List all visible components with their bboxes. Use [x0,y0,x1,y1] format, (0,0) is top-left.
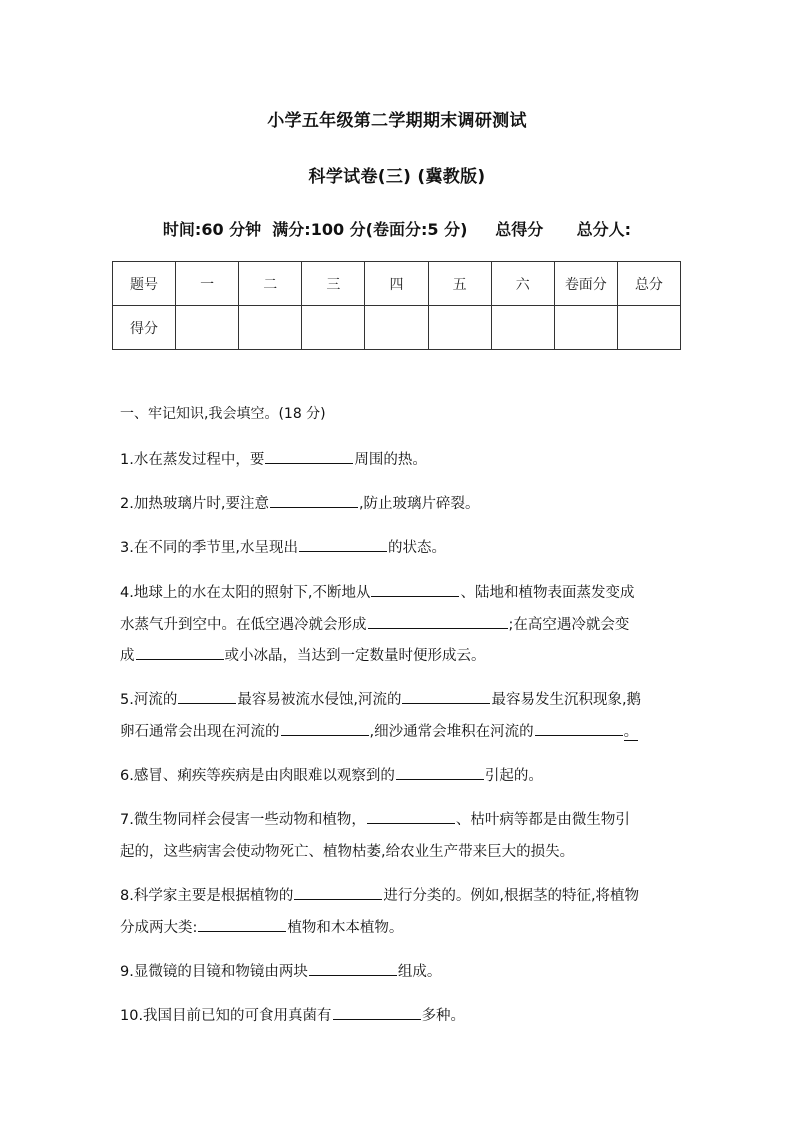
score-header-cell: 总分 [617,262,680,306]
question-text: 成 [120,648,135,664]
question-text: 分成两大类: [120,920,198,936]
question-text: ,细沙通常会堆积在河流的 [369,724,534,740]
answer-blank[interactable] [402,689,490,704]
score-header-cell: 五 [428,262,491,306]
exam-subtitle: 科学试卷(三) (冀教版) [308,167,486,187]
exam-info-line: 时间:60 分钟 满分:100 分(卷面分:5 分) 总得分 总分人: [162,220,632,239]
question-text: 引起的。 [484,768,543,784]
answer-blank[interactable] [371,582,459,597]
question-text: 植物和木本植物。 [287,920,404,936]
score-header-cell: 六 [491,262,554,306]
score-cell[interactable] [554,306,617,350]
score-cell[interactable] [176,306,239,350]
answer-blank[interactable] [136,645,224,660]
score-cell[interactable] [239,306,302,350]
question-text: 或小冰晶，当达到一定数量时便形成云。 [224,648,486,664]
score-table-header-row [113,262,681,306]
score-row-label: 得分 [113,306,176,350]
score-cell[interactable] [302,306,365,350]
answer-blank[interactable] [281,721,369,736]
question-text: 、枯叶病等都是由微生物引 [455,812,630,828]
score-cell[interactable] [428,306,491,350]
score-header-cell: 题号 [113,262,176,306]
score-table-score-row [113,306,681,350]
answer-blank[interactable] [535,721,623,736]
question-text: 3.在不同的季节里,水呈现出 [120,540,298,556]
question-text: 多种。 [421,1008,466,1024]
answer-blank[interactable] [198,917,286,932]
question-text: 水蒸气升到空中。在低空遇冷就会形成 [120,617,367,633]
question-text: 卵石通常会出现在河流的 [120,724,280,740]
question-text: 。 [623,724,639,740]
score-header-cell: 二 [239,262,302,306]
score-cell[interactable] [365,306,428,350]
answer-blank[interactable] [294,885,382,900]
question-text: 6.感冒、痢疾等疾病是由肉眼难以观察到的 [120,768,395,784]
question-text: ;在高空遇冷就会变 [508,617,630,633]
score-header-cell: 三 [302,262,365,306]
question-text: 组成。 [397,964,442,980]
section-1-heading: 一、牢记知识,我会填空。(18 分) [120,406,326,422]
exam-title: 小学五年级第二学期期末调研测试 [267,111,527,131]
score-header-cell: 四 [365,262,428,306]
question-text: 9.显微镜的目镜和物镜由两块 [120,964,308,980]
answer-blank[interactable] [178,689,236,704]
answer-blank[interactable] [396,765,484,780]
question-text: 4.地球上的水在太阳的照射下,不断地从 [120,585,371,601]
question-text: 5.河流的 [120,692,178,708]
answer-blank[interactable] [270,493,358,508]
question-text: 的状态。 [387,540,446,556]
answer-blank[interactable] [309,961,397,976]
question-text: 最容易发生沉积现象,鹅 [491,692,642,708]
question-text: 周围的热。 [354,452,427,468]
score-table [112,261,681,350]
question-text: 8.科学家主要是根据植物的 [120,888,294,904]
score-header-cell: 一 [176,262,239,306]
question-text: 1.水在蒸发过程中，要 [120,452,265,468]
question-text: 进行分类的。例如,根据茎的特征,将植物 [383,888,640,904]
question-text: 10.我国目前已知的可食用真菌有 [120,1008,332,1024]
question-text: 2.加热玻璃片时,要注意 [120,496,269,512]
answer-blank[interactable] [299,537,387,552]
score-cell[interactable] [491,306,554,350]
question-text: ,防止玻璃片碎裂。 [358,496,480,512]
question-text: 、陆地和植物表面蒸发变成 [460,585,635,601]
question-text: 最容易被流水侵蚀,河流的 [237,692,402,708]
score-cell[interactable] [617,306,680,350]
answer-blank[interactable] [265,449,353,464]
answer-blank[interactable] [333,1005,421,1020]
score-header-cell: 卷面分 [554,262,617,306]
answer-blank[interactable] [368,614,508,629]
question-text: 7.微生物同样会侵害一些动物和植物， [120,812,366,828]
answer-blank[interactable] [367,809,455,824]
question-text: 起的，这些病害会使动物死亡、植物枯萎,给农业生产带来巨大的损失。 [120,844,575,860]
